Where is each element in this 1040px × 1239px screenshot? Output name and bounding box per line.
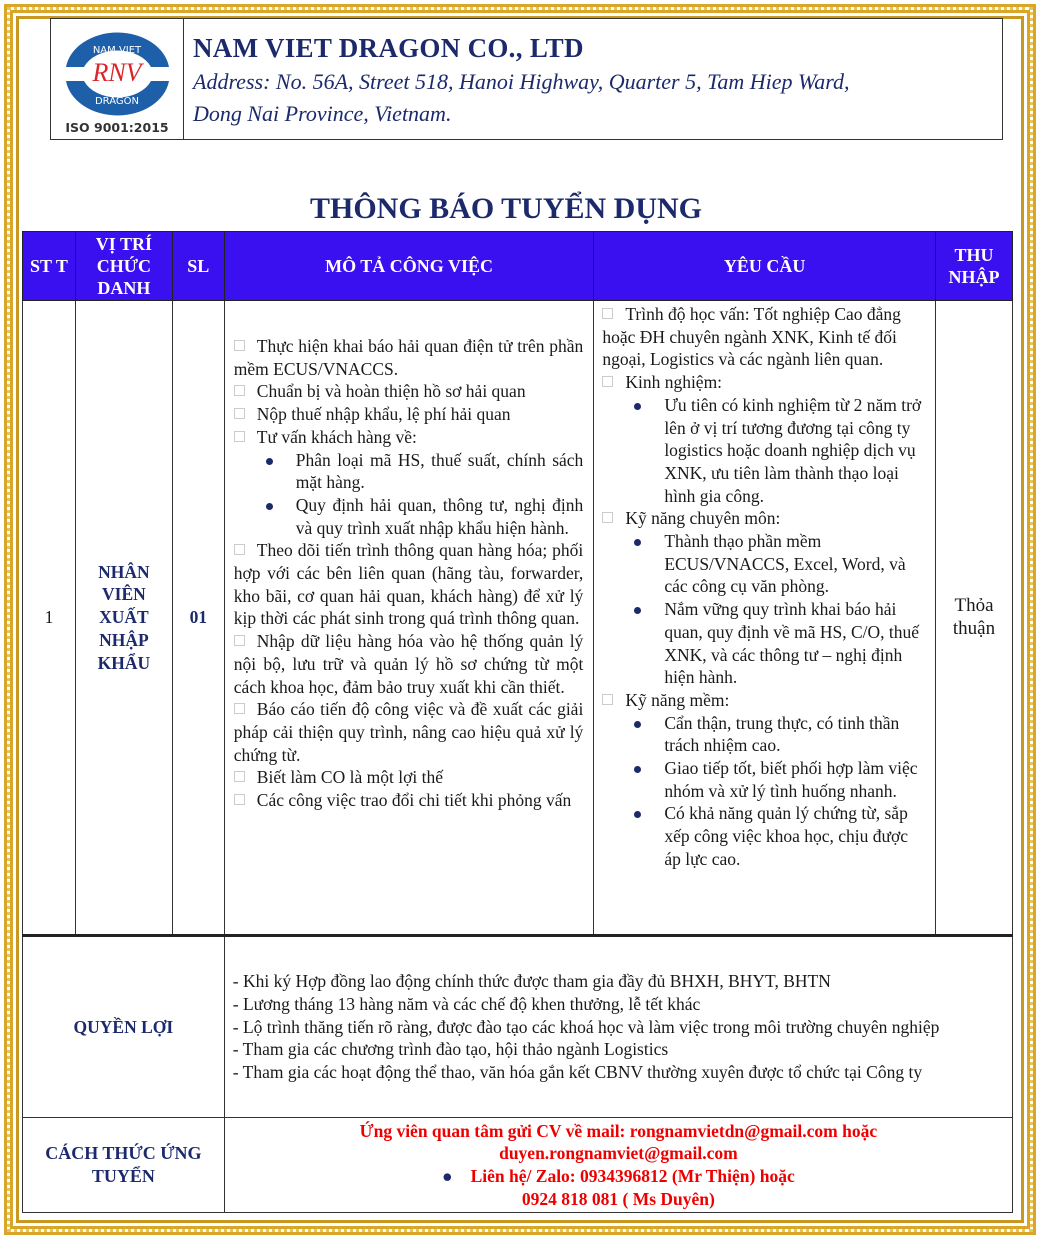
list-item bbox=[602, 303, 927, 371]
list-item bbox=[602, 371, 927, 394]
apply-email-2: duyen.rongnamviet@gmail.com bbox=[499, 1143, 738, 1164]
job-requirements bbox=[594, 301, 936, 936]
sub-list bbox=[602, 712, 927, 871]
list-item-text: Tư vấn khách hàng về: bbox=[256, 426, 417, 447]
benefit-item: - Khi ký Hợp đồng lao động chính thức được tham gia đầy đủ BHXH, BHYT, BHTN bbox=[232, 971, 831, 992]
row-position: NHÂN VIÊN XUẤT NHẬP KHẨU bbox=[75, 301, 172, 936]
apply-row bbox=[23, 1118, 1013, 1213]
row-income: Thỏa thuận bbox=[936, 301, 1013, 936]
col-qty: SL bbox=[172, 232, 224, 301]
list-item-text: Nhập dữ liệu hàng hóa vào hệ thống quản lý nội bộ, lưu trữ và quản lý hồ sơ chứng từ một cách khoa học, đảm bảo truy xuất khi cần thiết. bbox=[233, 631, 584, 697]
apply-phone-2: 0924 818 081 ( Ms Duyên) bbox=[521, 1188, 715, 1209]
col-description: MÔ TẢ CÔNG VIỆC bbox=[224, 232, 594, 301]
col-income: THU NHẬP bbox=[936, 232, 1013, 301]
sub-list-item: Nắm vững quy trình khai báo hải quan, quy định về mã HS, C/O, thuế XNK, và các thông tư – nghị định hiện hành. bbox=[664, 598, 927, 689]
checkbox-bullet-icon bbox=[602, 512, 613, 523]
row-stt: 1 bbox=[23, 301, 76, 936]
benefits-label: QUYỀN LỢI bbox=[23, 936, 225, 1118]
checkbox-bullet-icon bbox=[602, 694, 613, 705]
table-row bbox=[23, 301, 1013, 936]
col-requirements: YÊU CẦU bbox=[594, 232, 936, 301]
checkbox-bullet-icon bbox=[234, 703, 245, 714]
list-item-text: Báo cáo tiến độ công việc và đề xuất các giải pháp cải thiện quy trình, nâng cao hiệu quả xử lý chứng từ. bbox=[233, 699, 584, 765]
list-item-text: Các công việc trao đổi chi tiết khi phỏng vấn bbox=[256, 790, 572, 811]
list-item bbox=[602, 689, 927, 712]
list-item bbox=[234, 630, 584, 698]
list-item-text: Theo dõi tiến trình thông quan hàng hóa; phối hợp với các bên liên quan (hãng tàu, forwarder, kho bãi, cơ quan hải quan, khách hàng) để xử lý kịp thời các phát sinh trong quá trình thông quan. bbox=[233, 540, 584, 629]
list-item-text: Kỹ năng mềm: bbox=[625, 689, 730, 710]
sub-list-item: Quy định hải quan, thông tư, nghị định và quy trình xuất nhập khẩu hiện hành. bbox=[295, 494, 584, 538]
page-title: THÔNG BÁO TUYỂN DỤNG bbox=[310, 192, 702, 225]
apply-info bbox=[224, 1118, 1012, 1213]
list-item bbox=[234, 766, 584, 789]
checkbox-bullet-icon bbox=[234, 544, 245, 555]
col-stt: ST T bbox=[23, 232, 76, 301]
company-name: NAM VIET DRAGON CO., LTD bbox=[193, 33, 584, 63]
benefit-item: - Tham gia các chương trình đào tạo, hội thảo ngành Logistics bbox=[232, 1039, 669, 1060]
list-item-text: Kinh nghiệm: bbox=[625, 372, 723, 393]
list-item bbox=[234, 539, 584, 630]
logo-mark: RNV bbox=[92, 58, 142, 87]
checkbox-bullet-icon bbox=[234, 794, 245, 805]
list-item bbox=[234, 335, 584, 380]
job-description bbox=[224, 301, 594, 936]
list-item bbox=[234, 789, 584, 812]
benefit-item: - Tham gia các hoạt động thể thao, văn hóa gắn kết CBNV thường xuyên được tổ chức tại Công ty bbox=[232, 1062, 923, 1083]
sub-list-item: Giao tiếp tốt, biết phối hợp làm việc nhóm và xử lý tình huống nhanh. bbox=[664, 757, 927, 802]
table-header-row bbox=[23, 232, 1013, 301]
benefits-row bbox=[23, 936, 1013, 1118]
checkbox-bullet-icon bbox=[234, 771, 245, 782]
apply-contact-line: Liên hệ/ Zalo: 0934396812 (Mr Thiện) hoặc bbox=[470, 1166, 795, 1186]
benefit-item: - Lương tháng 13 hàng năm và các chế độ khen thưởng, lễ tết khác bbox=[232, 993, 701, 1014]
list-item-text: Kỹ năng chuyên môn: bbox=[625, 508, 781, 529]
job-table bbox=[22, 231, 1013, 1213]
list-item bbox=[234, 426, 584, 449]
checkbox-bullet-icon bbox=[602, 308, 613, 319]
sub-list-item: Có khả năng quản lý chứng từ, sắp xếp công việc khoa học, chịu được áp lực cao. bbox=[664, 802, 927, 870]
company-logo bbox=[51, 19, 184, 139]
col-position: VỊ TRÍ CHỨC DANH bbox=[75, 232, 172, 301]
sub-list-item: Phân loại mã HS, thuế suất, chính sách mặt hàng. bbox=[295, 449, 584, 493]
sub-list bbox=[602, 530, 927, 689]
list-item-text: Nộp thuế nhập khẩu, lệ phí hải quan bbox=[256, 404, 511, 425]
sub-list-item: Thành thạo phần mềm ECUS/VNACCS, Excel, Word, và các công cụ văn phòng. bbox=[664, 530, 927, 598]
sub-list-item: Ưu tiên có kinh nghiệm từ 2 năm trở lên ở vị trí tương đương tại công ty logistics hoặc doanh nghiệp dịch vụ XNK, ưu tiên làm thành thạo loại hình gia công. bbox=[664, 394, 927, 508]
checkbox-bullet-icon bbox=[234, 408, 245, 419]
logo-top-text: NAM VIET bbox=[92, 45, 142, 56]
list-item bbox=[602, 507, 927, 530]
iso-label: ISO 9001:2015 bbox=[65, 120, 169, 135]
company-header bbox=[50, 18, 1003, 140]
apply-label: CÁCH THỨC ỨNG TUYỂN bbox=[23, 1118, 225, 1213]
sub-list-item: Cẩn thận, trung thực, có tinh thần trách nhiệm cao. bbox=[664, 712, 927, 757]
bullet-icon: ● bbox=[442, 1166, 453, 1186]
list-item-text: Thực hiện khai báo hải quan điện tử trên phần mềm ECUS/VNACCS. bbox=[233, 336, 584, 379]
list-item-text: Biết làm CO là một lợi thế bbox=[256, 767, 443, 788]
benefits-list bbox=[224, 936, 1012, 1118]
list-item-text: Trình độ học vấn: Tốt nghiệp Cao đẳng hoặc ĐH chuyên ngành XNK, Kinh tế đối ngoại, Logistics và các ngành liên quan. bbox=[602, 304, 901, 370]
checkbox-bullet-icon bbox=[234, 340, 245, 351]
row-qty: 01 bbox=[172, 301, 224, 936]
list-item-text: Chuẩn bị và hoàn thiện hồ sơ hải quan bbox=[256, 381, 526, 402]
benefit-item: - Lộ trình thăng tiến rõ ràng, được đào tạo các khoá học và làm việc trong môi trường chuyên nghiệp bbox=[232, 1016, 940, 1037]
logo-bottom-text: DRAGON bbox=[94, 96, 140, 107]
sub-list bbox=[234, 449, 584, 540]
list-item bbox=[234, 698, 584, 766]
list-item bbox=[234, 380, 584, 403]
company-address-line2: Dong Nai Province, Vietnam. bbox=[193, 101, 452, 126]
checkbox-bullet-icon bbox=[234, 635, 245, 646]
apply-email-line: Ứng viên quan tâm gửi CV về mail: rongnamvietdn@gmail.com hoặc bbox=[359, 1120, 878, 1141]
checkbox-bullet-icon bbox=[602, 376, 613, 387]
checkbox-bullet-icon bbox=[234, 385, 245, 396]
sub-list bbox=[602, 394, 927, 508]
checkbox-bullet-icon bbox=[234, 431, 245, 442]
company-address-line1: Address: No. 56A, Street 518, Hanoi Highway, Quarter 5, Tam Hiep Ward, bbox=[193, 69, 850, 94]
list-item bbox=[234, 403, 584, 426]
